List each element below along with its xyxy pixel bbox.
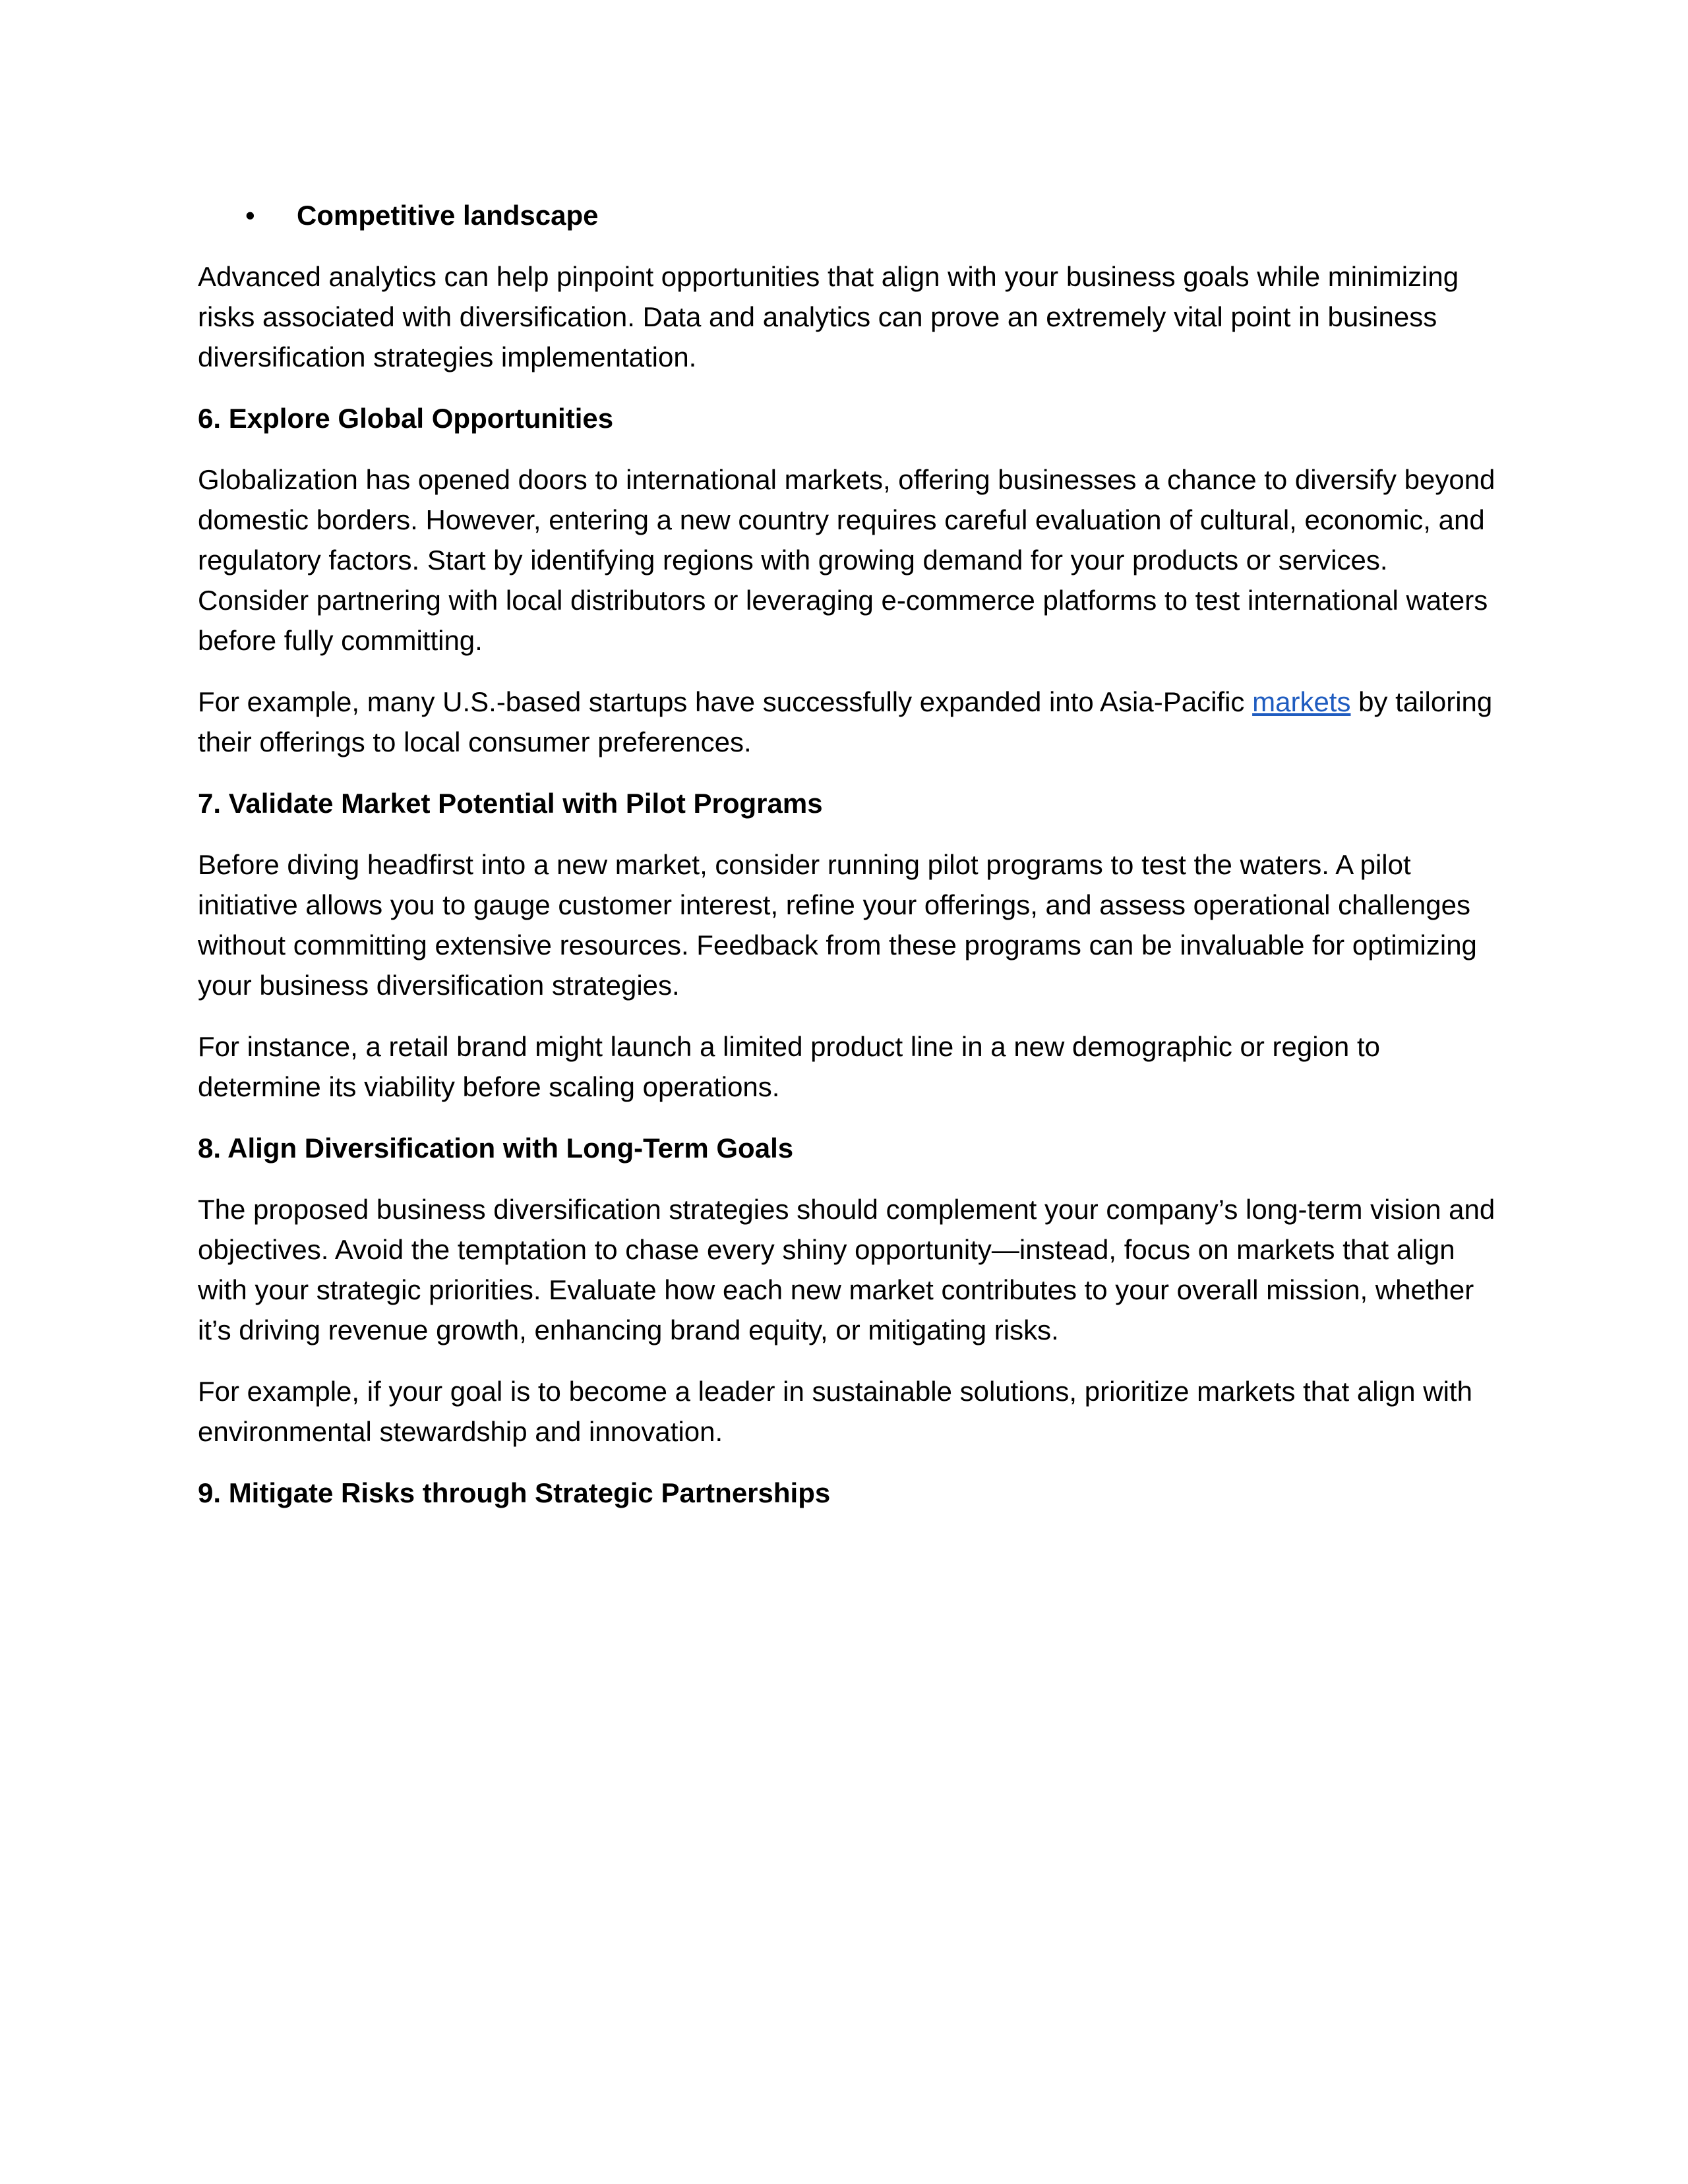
paragraph-us-startups-example [198,682,1497,762]
bullet-item-text: Competitive landscape [297,200,599,231]
paragraph-text-after-link: by tailoring their offerings to local consumer preferences. [198,686,1493,757]
bullet-icon: • [245,200,255,231]
paragraph-sustainability-example: For example, if your goal is to become a leader in sustainable solutions, prioritize markets that align with environmental stewardship and innovation. [198,1376,1472,1447]
paragraph-globalization: Globalization has opened doors to international markets, offering businesses a chance to diversify beyond domestic borders. However, entering a new country requires careful evaluation of cultural, economic, and regulatory factors. Start by identifying regions with growing demand for your products or services. Consider partnering with local distributors or leveraging e-commerce platforms to test international waters before fully committing. [198,464,1495,656]
heading-pilot-programs: 7. Validate Market Potential with Pilot Programs [198,788,823,819]
paragraph-long-term-vision: The proposed business diversification strategies should complement your company’s long-term vision and objectives. Avoid the temptation to chase every shiny opportunity—instead, focus on markets that align with your strategic priorities. Evaluate how each new market contributes to your overall mission, whether it’s driving revenue growth, enhancing brand equity, or mitigating risks. [198,1194,1495,1345]
markets-link[interactable]: markets [1252,686,1351,717]
paragraph-analytics: Advanced analytics can help pinpoint opportunities that align with your business goals while minimizing risks associated with diversification. Data and analytics can prove an extremely vital point in business diversification strategies implementation. [198,261,1459,372]
heading-strategic-partnerships: 9. Mitigate Risks through Strategic Partnerships [198,1477,831,1508]
heading-global-opportunities: 6. Explore Global Opportunities [198,403,614,434]
heading-long-term-goals: 8. Align Diversification with Long-Term Goals [198,1133,794,1164]
document-body [198,195,1497,1534]
paragraph-pilot-programs: Before diving headfirst into a new market, consider running pilot programs to test the waters. A pilot initiative allows you to gauge customer interest, refine your offerings, and assess operational challenges without committing extensive resources. Feedback from these programs can be invaluable for optimizing your business diversification strategies. [198,849,1477,1001]
paragraph-text-before-link: For example, many U.S.-based startups have successfully expanded into Asia-Pacific [198,686,1253,717]
paragraph-retail-example: For instance, a retail brand might launch a limited product line in a new demographic or region to determine its viability before scaling operations. [198,1031,1380,1102]
bullet-list-item [198,195,1497,235]
